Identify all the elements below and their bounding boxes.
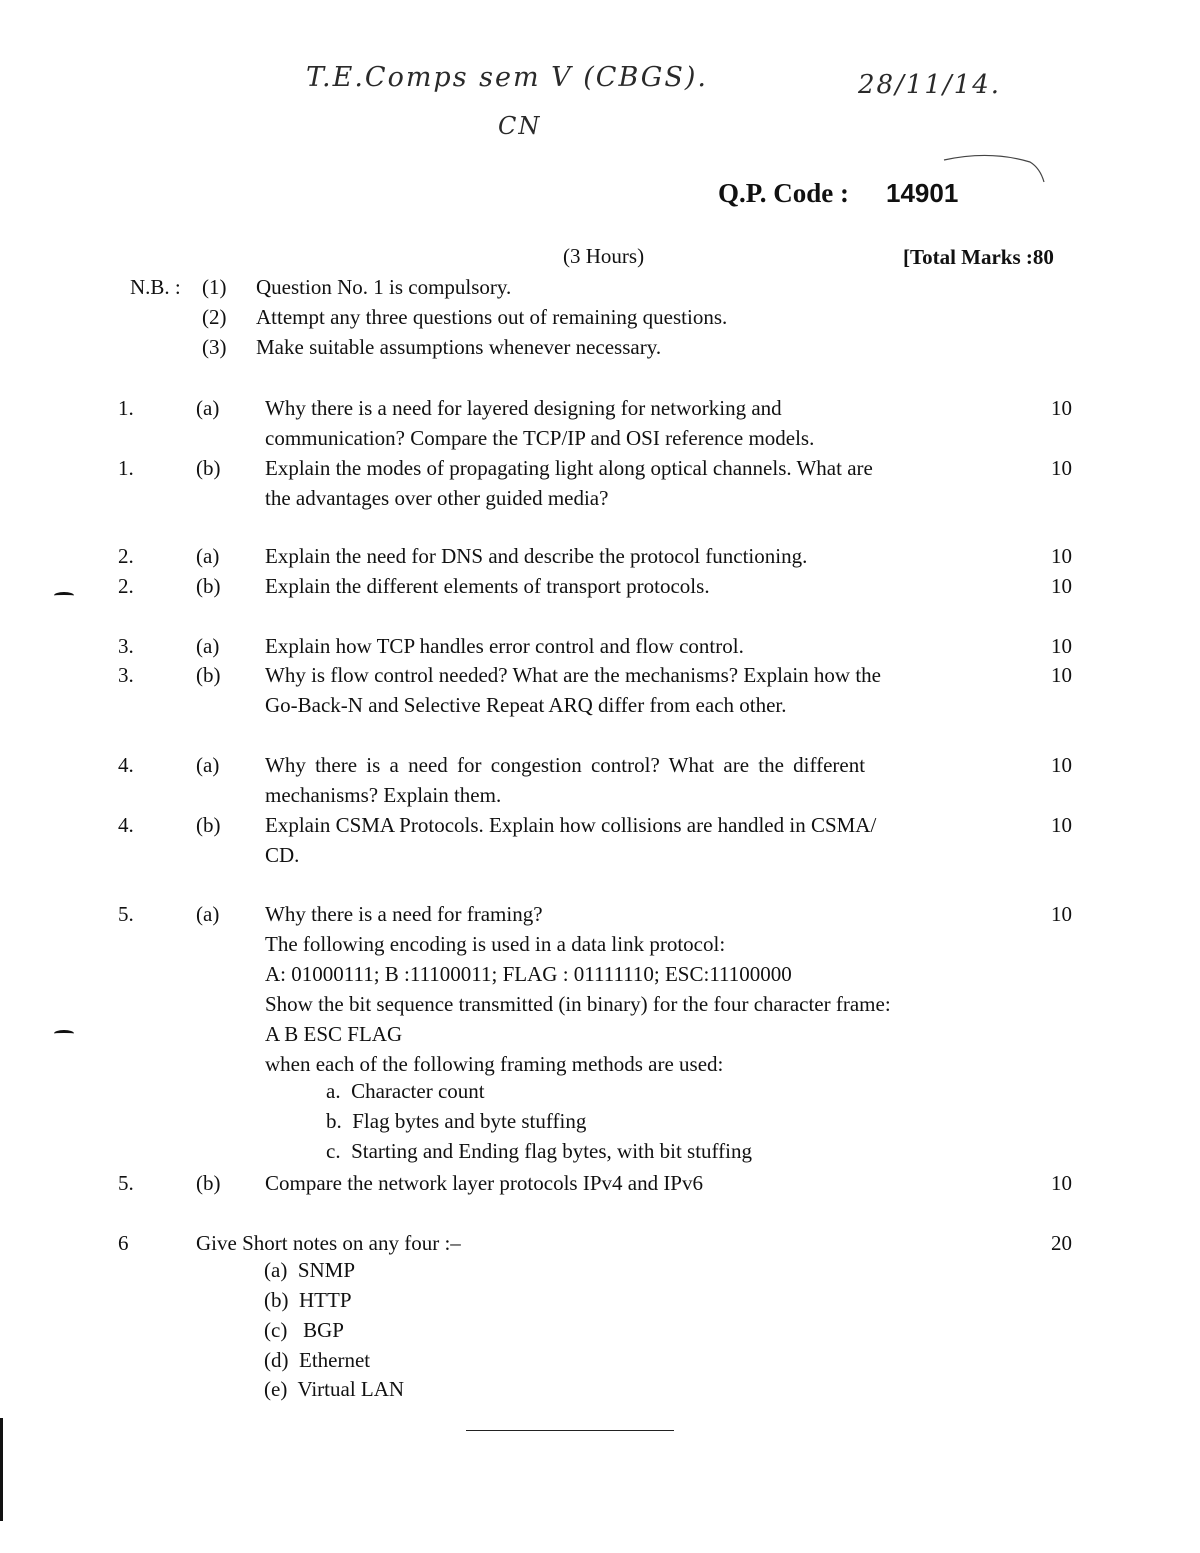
question-number: 3.: [118, 634, 134, 658]
pen-stroke: [940, 150, 1050, 190]
option-text: Flag bytes and byte stuffing: [352, 1109, 587, 1133]
question-text: Give Short notes on any four :–: [196, 1231, 461, 1255]
question-part: (a): [196, 396, 220, 420]
question-number: 2.: [118, 544, 134, 568]
question-line: A B ESC FLAG: [265, 1022, 403, 1046]
option-text: Character count: [351, 1079, 485, 1103]
question-line: Show the bit sequence transmitted (in binary) for the four character frame:: [265, 992, 891, 1016]
question-line: Why there is a need for layered designing for networking and: [265, 396, 782, 420]
question-line: Explain how TCP handles error control and flow control.: [265, 634, 744, 658]
question-text: [265, 899, 1030, 1079]
question-part: (b): [196, 1171, 221, 1195]
question-line: mechanisms? Explain them.: [265, 783, 502, 807]
question-marks: 10: [1051, 456, 1072, 480]
question-text: [265, 810, 1030, 870]
qp-code: 14901: [886, 178, 959, 208]
question-part: (b): [196, 574, 221, 598]
framing-option: [326, 1139, 752, 1164]
option-text: Ethernet: [299, 1348, 371, 1372]
question-part: (a): [196, 544, 220, 568]
question-line: Explain the need for DNS and describe the protocol functioning.: [265, 544, 808, 568]
question-part: (b): [196, 663, 221, 687]
option-text: SNMP: [297, 1258, 356, 1282]
question-line: Explain the modes of propagating light along optical channels. What are: [265, 456, 873, 480]
question-text: [265, 660, 1030, 720]
option-text: Starting and Ending flag bytes, with bit stuffing: [351, 1139, 752, 1163]
note-text: Question No. 1 is compulsory.: [256, 275, 512, 299]
option-label: c.: [326, 1139, 341, 1163]
option-text: BGP: [303, 1318, 344, 1342]
notes-label: N.B. :: [130, 275, 181, 299]
short-note-item: [264, 1318, 344, 1343]
question-number: 1.: [118, 456, 134, 480]
question-number: 4.: [118, 813, 134, 837]
question-line: communication? Compare the TCP/IP and OSI reference models.: [265, 426, 815, 450]
note-number: (2): [202, 305, 227, 329]
question-text: [265, 541, 1030, 571]
option-label: (e): [264, 1377, 288, 1401]
option-label: (d): [264, 1348, 289, 1372]
question-number: 4.: [118, 753, 134, 777]
scan-mark: [54, 1030, 74, 1037]
option-label: (b): [264, 1288, 289, 1312]
option-label: a.: [326, 1079, 341, 1103]
question-text: [265, 393, 1030, 453]
question-part: (a): [196, 753, 220, 777]
option-text: Virtual LAN: [297, 1377, 405, 1401]
question-text: [265, 571, 1030, 601]
short-note-item: [264, 1288, 352, 1313]
option-label: b.: [326, 1109, 342, 1133]
option-label: (c): [264, 1318, 288, 1342]
scan-mark: [54, 592, 74, 599]
short-note-item: [264, 1377, 404, 1402]
question-line: the advantages over other guided media?: [265, 486, 609, 510]
question-marks: 10: [1051, 753, 1072, 777]
question-marks: 10: [1051, 634, 1072, 658]
question-text: [265, 453, 1030, 513]
question-part: (b): [196, 456, 221, 480]
note-text: Make suitable assumptions whenever necessary.: [256, 335, 662, 359]
question-line: Why is flow control needed? What are the mechanisms? Explain how the: [265, 663, 881, 687]
question-line: Why there is a need for framing?: [265, 902, 543, 926]
exam-duration: (3 Hours): [563, 244, 645, 268]
short-note-item: [264, 1258, 355, 1283]
question-line: Explain the different elements of transport protocols.: [265, 574, 710, 598]
option-label: (a): [264, 1258, 288, 1282]
question-line: Why there is a need for congestion control? What are the different: [265, 753, 866, 777]
question-number: 3.: [118, 663, 134, 687]
handwritten-course: T.E.Comps sem V (CBGS).: [306, 62, 708, 93]
total-marks: [Total Marks :80: [903, 245, 1054, 269]
question-part: (b): [196, 813, 221, 837]
question-text: [265, 750, 1030, 810]
question-part: (a): [196, 634, 220, 658]
framing-option: [326, 1079, 485, 1104]
question-text: [265, 1168, 1030, 1198]
question-line: Go-Back-N and Selective Repeat ARQ differ from each other.: [265, 693, 787, 717]
question-line: Compare the network layer protocols IPv4 and IPv6: [265, 1171, 703, 1195]
question-marks: 10: [1051, 396, 1072, 420]
handwritten-date: 28/11/14.: [858, 70, 1002, 100]
question-number: 6: [118, 1231, 129, 1255]
question-marks: 10: [1051, 544, 1072, 568]
question-number: 5.: [118, 1171, 134, 1195]
question-number: 5.: [118, 902, 134, 926]
question-line: CD.: [265, 843, 300, 867]
note-number: (1): [202, 275, 227, 299]
option-text: HTTP: [299, 1288, 352, 1312]
question-line: The following encoding is used in a data link protocol:: [265, 932, 726, 956]
question-marks: 10: [1051, 574, 1072, 598]
question-marks: 10: [1051, 813, 1072, 837]
note-number: (3): [202, 335, 227, 359]
handwritten-subject: CN: [498, 112, 542, 140]
question-number: 1.: [118, 396, 134, 420]
qp-code-label: Q.P. Code :: [718, 178, 850, 208]
question-line: when each of the following framing methods are used:: [265, 1052, 724, 1076]
framing-option: [326, 1109, 586, 1134]
end-rule: [466, 1430, 674, 1431]
question-marks: 10: [1051, 902, 1072, 926]
note-text: Attempt any three questions out of remaining questions.: [256, 305, 728, 329]
question-marks: 10: [1051, 663, 1072, 687]
question-part: (a): [196, 902, 220, 926]
question-marks: 10: [1051, 1171, 1072, 1195]
question-text: [265, 631, 1030, 661]
question-line: A: 01000111; B :11100011; FLAG : 01111110; ESC:11100000: [265, 962, 792, 986]
scan-edge-mark: [0, 1418, 3, 1521]
short-note-item: [264, 1348, 370, 1373]
question-number: 2.: [118, 574, 134, 598]
question-line: Explain CSMA Protocols. Explain how collisions are handled in CSMA/: [265, 813, 877, 837]
question-marks: 20: [1051, 1231, 1072, 1255]
